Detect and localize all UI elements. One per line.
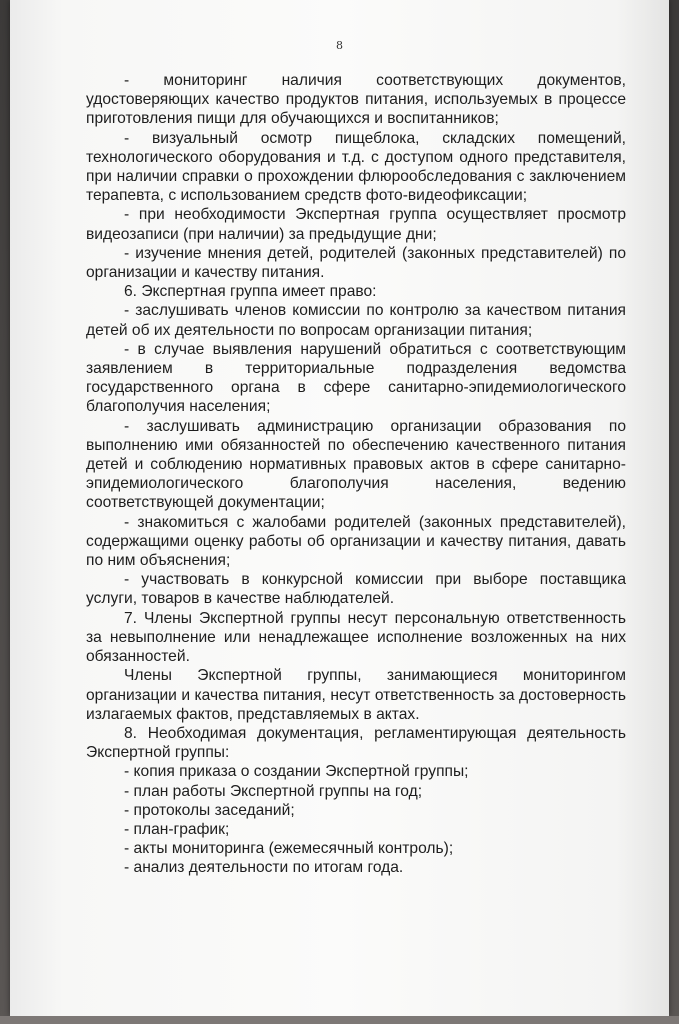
section-heading: 7. Члены Экспертной группы несут персональную ответственность за невыполнение или ненадлежащее исполнение возложенных на них обязанностей. [86,609,626,666]
page-number: 8 [336,39,343,52]
section-heading: 6. Экспертная группа имеет право: [124,283,377,301]
document-page [10,0,669,1016]
paragraph: - изучение мнения детей, родителей (законных представителей) по организации и качеству питания. [86,244,626,282]
paragraph: - заслушивать администрацию организации образования по выполнению ими обязанностей по обеспечению качественного питания детей и соблюдению нормативных правовых актов в сфере санитарно-эпидемиологического благополучия населения, ведению соответствующей документации; [86,417,626,512]
list-item: - копия приказа о создании Экспертной группы; [124,763,469,781]
section-heading: 8. Необходимая документация, регламентирующая деятельность Экспертной группы: [86,724,626,762]
list-item: - план работы Экспертной группы на год; [124,782,423,800]
paragraph: - знакомиться с жалобами родителей (законных представителей), содержащими оценку работы об организации и качеству питания, давать по ним объяснения; [86,513,626,570]
list-item: - план-график; [124,820,230,838]
list-item: - анализ деятельности по итогам года. [124,859,404,877]
paragraph: - мониторинг наличия соответствующих документов, удостоверяющих качество продуктов питания, используемых в процессе приготовления пищи для обучающихся и воспитанников; [86,72,626,128]
paragraph: - участвовать в конкурсной комиссии при выборе поставщика услуги, товаров в качестве наблюдателей. [86,571,626,608]
paragraph: Члены Экспертной группы, занимающиеся мониторингом организации и качества питания, несут ответственность за достоверность излагаемых фактов, представляемых в актах. [86,667,626,723]
document-body [86,71,626,878]
paragraph: - в случае выявления нарушений обратиться с соответствующим заявлением в территориальные подразделения ведомства государственного органа в сфере санитарно-эпидемиологического благополучия населения; [86,340,626,416]
paragraph: - при необходимости Экспертная группа осуществляет просмотр видеозаписи (при наличии) за предыдущие дни; [86,206,626,243]
paragraph: - визуальный осмотр пищеблока, складских помещений, технологического оборудования и т.д. с доступом одного представителя, при наличии справки о прохождении флюрообследования с заключением терапевта, с использованием средств фото-видеофиксации; [86,129,626,205]
background-surface [0,1016,679,1024]
list-item: - акты мониторинга (ежемесячный контроль); [124,840,454,858]
list-item: - протоколы заседаний; [124,801,295,819]
paragraph: - заслушивать членов комиссии по контролю за качеством питания детей об их деятельности по вопросам организации питания; [86,302,626,339]
